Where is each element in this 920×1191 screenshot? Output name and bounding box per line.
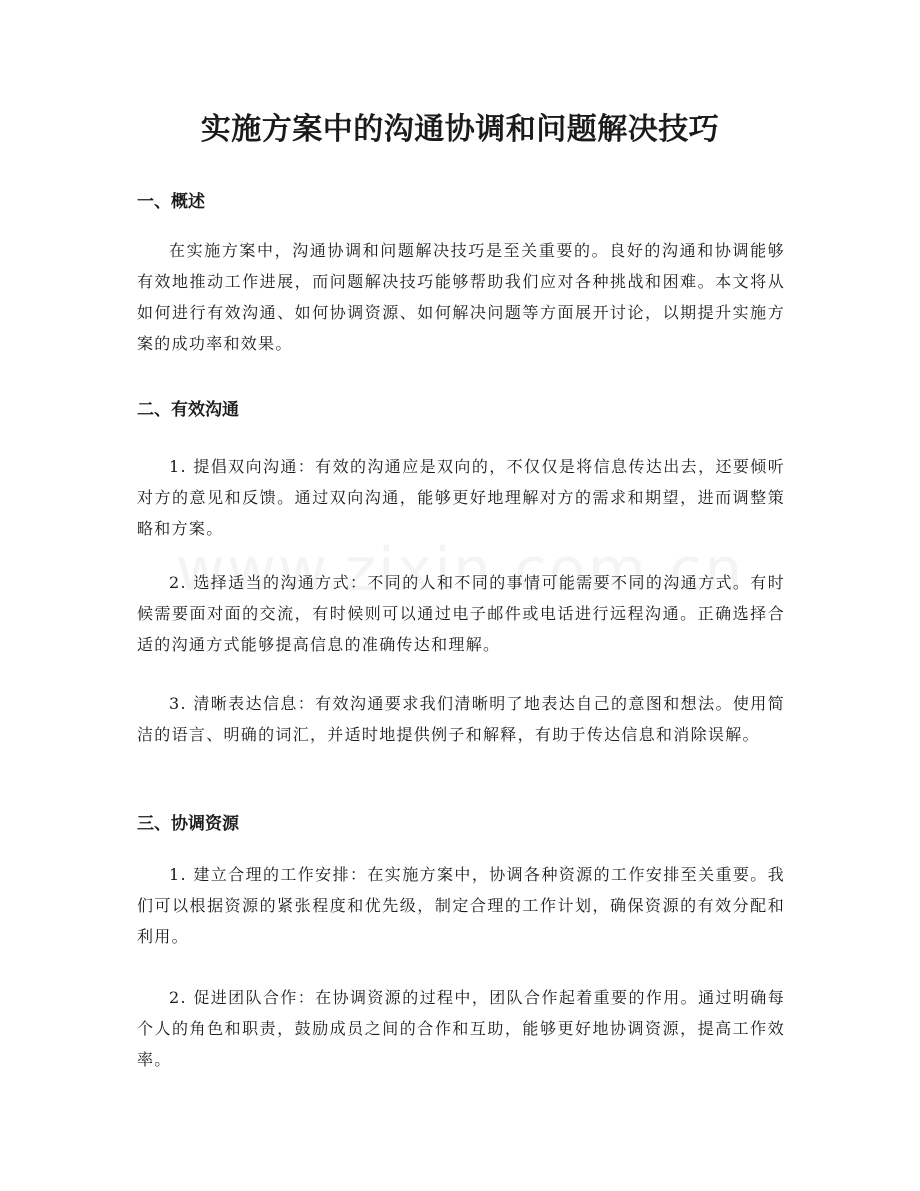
- section-heading-coordinate-resources: 三、协调资源: [137, 814, 239, 834]
- document-title: 实施方案中的沟通协调和问题解决技巧: [200, 112, 720, 147]
- paragraph-communication-3: 3. 清晰表达信息：有效沟通要求我们清晰明了地表达自己的意图和想法。使用简洁的语言、明确的词汇，并适时地提供例子和解释，有助于传达信息和消除误解。: [137, 694, 785, 744]
- paragraph-communication-2: 2. 选择适当的沟通方式：不同的人和不同的事情可能需要不同的沟通方式。有时候需要面对面的交流，有时候则可以通过电子邮件或电话进行远程沟通。正确选择合适的沟通方式能够提高信息的准确传达和理解。: [137, 573, 785, 654]
- paragraph-resources-2: 2. 促进团队合作：在协调资源的过程中，团队合作起着重要的作用。通过明确每个人的角色和职责，鼓励成员之间的合作和互助，能够更好地协调资源，提高工作效率。: [137, 988, 785, 1069]
- section-heading-overview: 一、概述: [137, 192, 205, 212]
- paragraph-overview: 在实施方案中，沟通协调和问题解决技巧是至关重要的。良好的沟通和协调能够有效地推动工作进展，而问题解决技巧能够帮助我们应对各种挑战和困难。本文将从如何进行有效沟通、如何协调资源、如何解决问题等方面展开讨论，以期提升实施方案的成功率和效果。: [137, 241, 785, 353]
- paragraph-communication-1: 1. 提倡双向沟通：有效的沟通应是双向的，不仅仅是将信息传达出去，还要倾听对方的意见和反馈。通过双向沟通，能够更好地理解对方的需求和期望，进而调整策略和方案。: [137, 457, 785, 538]
- paragraph-resources-1: 1. 建立合理的工作安排：在实施方案中，协调各种资源的工作安排至关重要。我们可以根据资源的紧张程度和优先级，制定合理的工作计划，确保资源的有效分配和利用。: [137, 865, 785, 946]
- section-heading-effective-communication: 二、有效沟通: [137, 400, 239, 420]
